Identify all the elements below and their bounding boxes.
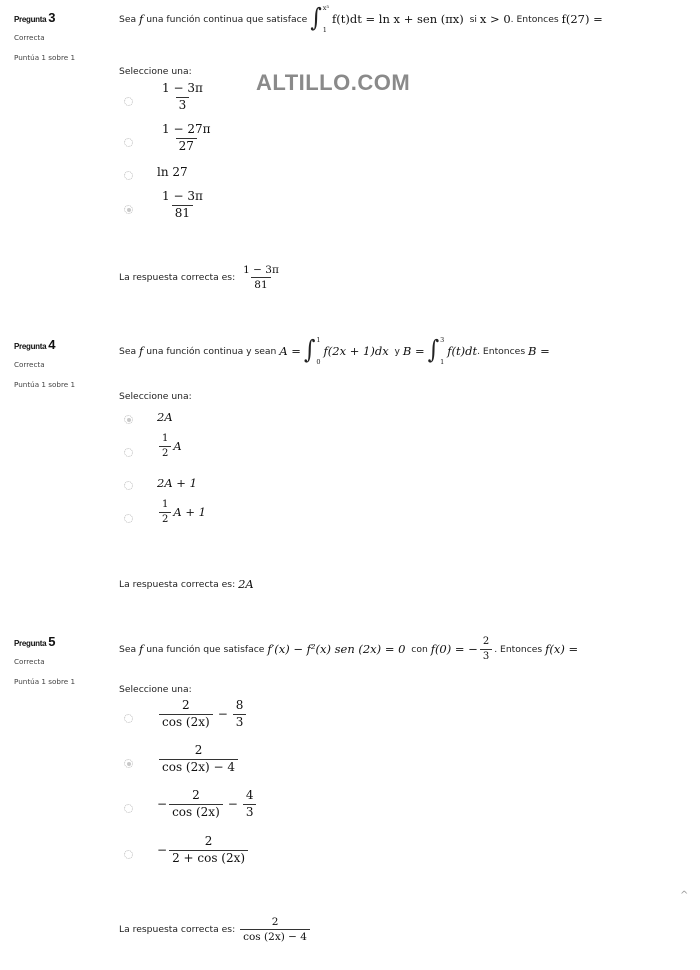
option-radio-selected[interactable]: [124, 205, 133, 214]
option-radio[interactable]: [124, 514, 133, 523]
radio-button-checked[interactable]: [124, 759, 133, 768]
radio-button[interactable]: [124, 481, 133, 490]
question-number: Pregunta 5: [14, 634, 56, 649]
question-grade: Puntúa 1 sobre 1: [14, 677, 76, 686]
chevron-up-icon[interactable]: ^: [680, 890, 689, 901]
select-one-label: Seleccione una:: [119, 684, 192, 695]
radio-button[interactable]: [124, 97, 133, 106]
integral: ∫ 3 1: [427, 336, 445, 366]
radio-button-checked[interactable]: [124, 205, 133, 214]
integral: ∫ x³ 1: [310, 4, 330, 34]
radio-button[interactable]: [124, 514, 133, 523]
option-radio-selected[interactable]: [124, 759, 133, 768]
option-label[interactable]: − $\frac{2}{2 + \cos (2x)}$: [157, 835, 250, 866]
option-label[interactable]: $\frac{1}{2}$ A: [157, 433, 182, 459]
question-grade: Puntúa 1 sobre 1: [14, 53, 76, 62]
question-text: Sea f una función continua que satisface ∫ x³ 1 f(t)dt = ln x + sen (πx) si x > 0 . Entonces f(27) =: [119, 4, 603, 34]
watermark: ALTILLO.COM: [256, 70, 411, 95]
option-label[interactable]: $\frac{1}{2}$ A + 1: [157, 499, 206, 525]
radio-button[interactable]: [124, 171, 133, 180]
select-one-label: Seleccione una:: [119, 391, 192, 402]
option-label[interactable]: ln 27: [157, 165, 188, 179]
option-radio[interactable]: [124, 448, 133, 457]
integral: ∫ 1 0: [303, 336, 321, 366]
question-info: [14, 634, 110, 686]
question-grade: Puntúa 1 sobre 1: [14, 380, 76, 389]
radio-button[interactable]: [124, 804, 133, 813]
question-text: Sea f una función que satisface f′(x) − f²(x) sen (2x) = 0 con f(0) = − $\frac{2}{3}$ . Entonces f(x) =: [119, 636, 579, 662]
option-radio-selected[interactable]: [124, 415, 133, 424]
option-label[interactable]: 2A + 1: [157, 476, 197, 490]
question-number: Pregunta 4: [14, 337, 56, 352]
option-label[interactable]: 2A: [157, 410, 173, 424]
question-state: Correcta: [14, 360, 45, 369]
option-label[interactable]: $\frac{1 - 3\pi}{81}$: [162, 189, 203, 220]
question-state: Correcta: [14, 657, 45, 666]
radio-button[interactable]: [124, 138, 133, 147]
correct-answer: La respuesta correcta es: 2A: [119, 577, 254, 591]
option-radio[interactable]: [124, 97, 133, 106]
question-number: Pregunta 3: [14, 10, 56, 25]
radio-button[interactable]: [124, 850, 133, 859]
option-radio[interactable]: [124, 171, 133, 180]
option-label[interactable]: $\frac{1 - 3\pi}{3}$: [162, 81, 203, 112]
option-radio[interactable]: [124, 138, 133, 147]
option-label[interactable]: $\frac{1 - 27\pi}{27}$: [162, 122, 211, 153]
question-text: Sea f una función continua y sean A = ∫ 1 0 f(2x + 1)dx y B = ∫ 3 1 f(t)dt . Entonces B =: [119, 336, 550, 366]
option-radio[interactable]: [124, 850, 133, 859]
question-state: Correcta: [14, 33, 45, 42]
option-radio[interactable]: [124, 804, 133, 813]
question-info: [14, 337, 110, 389]
radio-button[interactable]: [124, 448, 133, 457]
option-label[interactable]: $\frac{2}{\cos (2x)}$ − $\frac{8}{3}$: [157, 699, 248, 730]
question-info: [14, 10, 110, 62]
option-label[interactable]: − $\frac{2}{\cos (2x)}$ − $\frac{4}{3}$: [157, 789, 258, 820]
option-label[interactable]: $\frac{2}{\cos (2x) - 4}$: [157, 744, 240, 775]
option-radio[interactable]: [124, 714, 133, 723]
correct-answer: La respuesta correcta es: $\frac{2}{\cos (2x) - 4}$: [119, 916, 312, 943]
radio-button[interactable]: [124, 714, 133, 723]
correct-answer: La respuesta correcta es: $\frac{1 - 3\pi}{81}$: [119, 264, 279, 292]
radio-button-checked[interactable]: [124, 415, 133, 424]
option-radio[interactable]: [124, 481, 133, 490]
select-one-label: Seleccione una:: [119, 66, 192, 77]
